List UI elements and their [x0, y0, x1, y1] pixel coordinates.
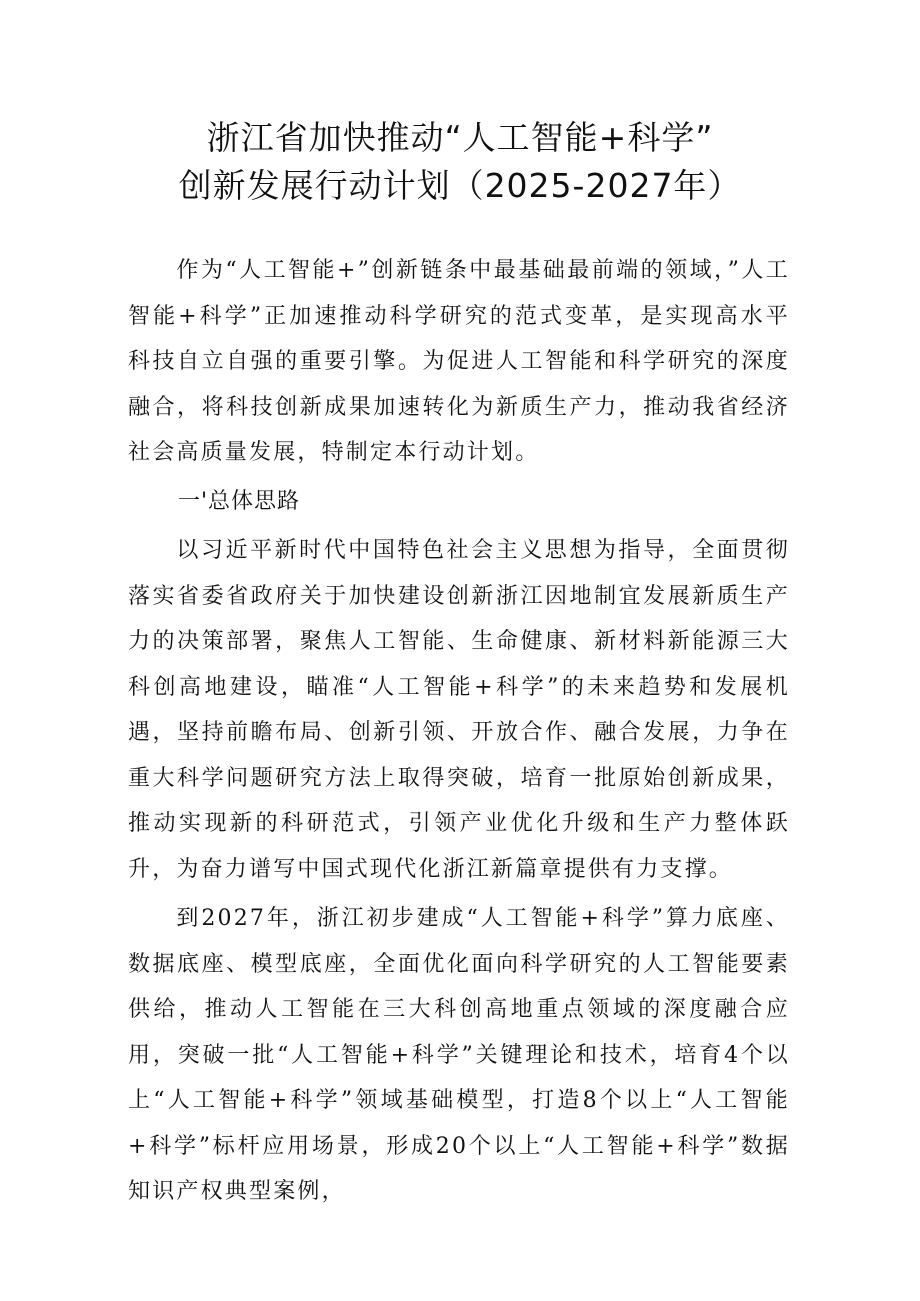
document-title-line-1: 浙江省加快推动“人工智能+科学”	[206, 118, 714, 157]
intro-paragraph: 作为“人工智能+”创新链条中最基础最前端的领域，”人工智能+科学”正加速推动科学研究的范式变革，是实现高水平科技自立自强的重要引擎。为促进人工智能和科学研究的深度融合，将科技创新成果加速转化为新质生产力，推动我省经济社会高质量发展，特制定本行动计划。	[128, 258, 790, 465]
intro-paragraph-block	[128, 248, 790, 476]
section1-paragraph-2-block	[128, 896, 790, 1215]
section1-paragraph-1: 以习近平新时代中国特色社会主义思想为指导，全面贯彻落实省委省政府关于加快建设创新浙江因地制宜发展新质生产力的决策部署，聚焦人工智能、生命健康、新材料新能源三大科创高地建设，瞄准“人工智能+科学”的未来趋势和发展机遇，坚持前瞻布局、创新引领、开放合作、融合发展，力争在重大科学问题研究方法上取得突破，培育一批原始创新成果，推动实现新的科研范式，引领产业优化升级和生产力整体跃升，为奋力谱写中国式现代化浙江新篇章提供有力支撑。	[128, 538, 790, 882]
document-title-line-2: 创新发展行动计划（2025-2027年）	[178, 166, 742, 205]
section1-paragraph-1-block	[128, 528, 790, 892]
section1-paragraph-2: 到2027年，浙江初步建成“人工智能+科学”算力底座、数据底座、模型底座，全面优化面向科学研究的人工智能要素供给，推动人工智能在三大科创高地重点领域的深度融合应用，突破一批“人工智能+科学”关键理论和技术，培育4个以上“人工智能+科学”领域基础模型，打造8个以上“人工智能+科学”标杆应用场景，形成20个以上“人工智能+科学”数据知识产权典型案例，	[128, 906, 790, 1204]
section-heading-overall-thinking: 一'总体思路	[178, 489, 301, 514]
